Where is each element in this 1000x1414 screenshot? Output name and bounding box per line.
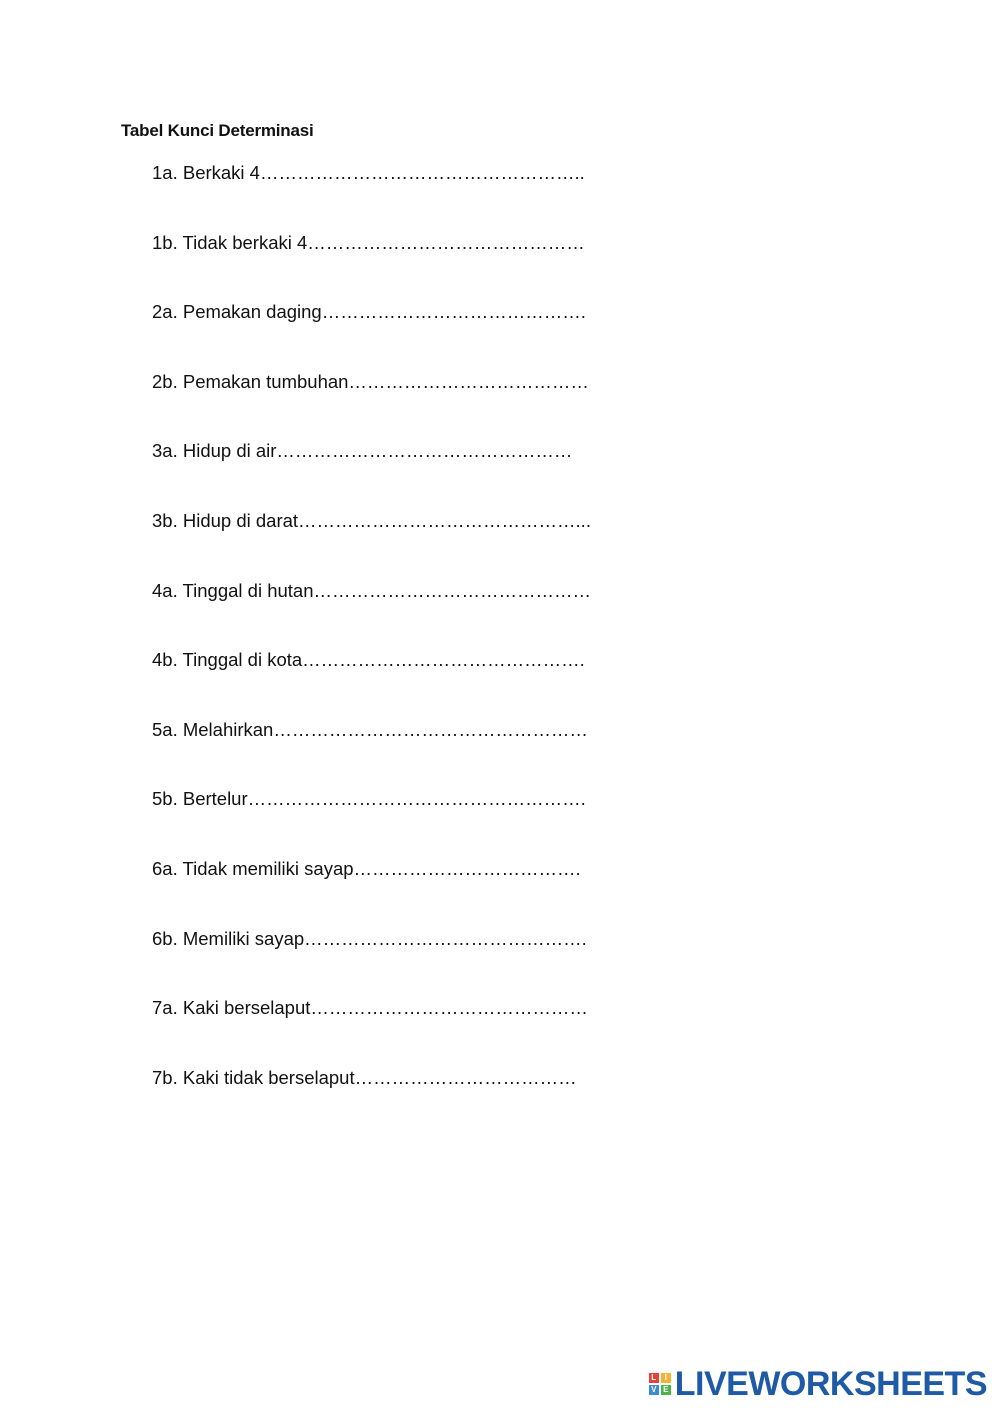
- logo-blocks-icon: [649, 1373, 671, 1395]
- key-item-3b: 3b. Hidup di darat………………………………………...: [152, 509, 591, 531]
- key-item-2a: 2a. Pemakan daging…………………………………….: [152, 301, 586, 323]
- key-item-4b: 4b. Tinggal di kota……………………………………….: [152, 649, 585, 671]
- logo-text: LIVEWORKSHEETS: [674, 1365, 987, 1403]
- logo-block-v: V: [649, 1385, 659, 1395]
- liveworksheets-logo: [649, 1364, 987, 1404]
- key-item-3a: 3a. Hidup di air…………………………………………: [152, 440, 573, 462]
- key-item-6a: 6a. Tidak memiliki sayap……………………………….: [152, 857, 581, 879]
- logo-block-i: I: [661, 1373, 671, 1383]
- logo-block-l: L: [649, 1373, 659, 1383]
- key-item-1b: 1b. Tidak berkaki 4………………………………………: [152, 231, 585, 253]
- logo-block-e: E: [661, 1385, 671, 1395]
- key-item-2b: 2b. Pemakan tumbuhan…………………………………: [152, 370, 589, 392]
- key-item-5a: 5a. Melahirkan……………………………………………: [152, 718, 588, 740]
- key-item-1a: 1a. Berkaki 4……………………………………………..: [152, 162, 585, 183]
- key-item-4a: 4a. Tinggal di hutan………………………………………: [152, 579, 591, 601]
- page-title: Tabel Kunci Determinasi: [121, 121, 314, 140]
- key-item-6b: 6b. Memiliki sayap……………………………………….: [152, 927, 587, 949]
- determination-key-list: [152, 160, 591, 1134]
- key-item-5b: 5b. Bertelur……………………………………………….: [152, 788, 586, 810]
- key-item-7b: 7b. Kaki tidak berselaput………………………………: [152, 1066, 577, 1088]
- key-item-7a: 7a. Kaki berselaput………………………………………: [152, 997, 588, 1019]
